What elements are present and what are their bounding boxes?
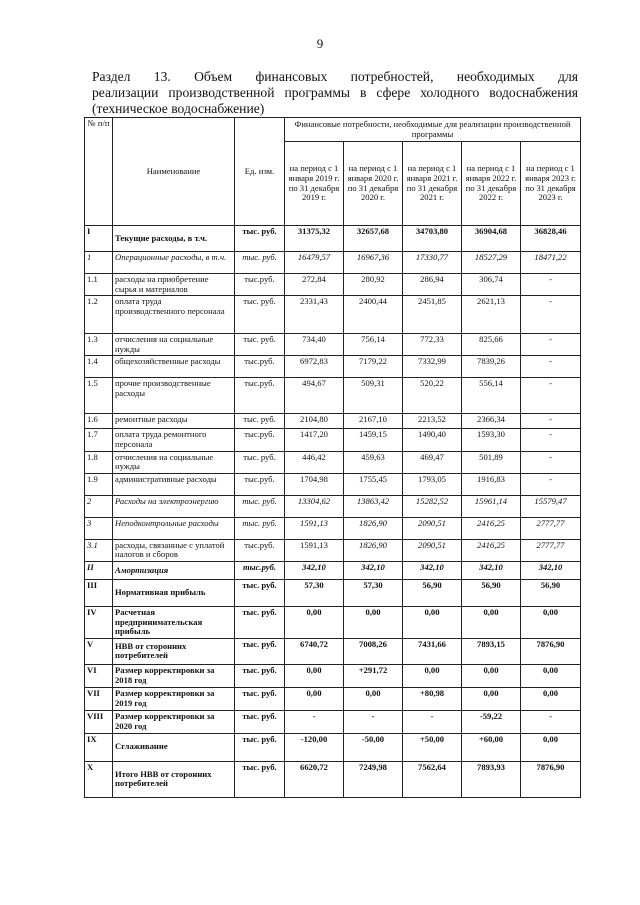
row-unit: тыс. руб. <box>235 414 285 429</box>
row-value: 1704,98 <box>285 473 344 495</box>
row-value: 17330,77 <box>403 252 462 274</box>
row-name: Размер корректировки за 2018 год <box>113 664 235 687</box>
row-value: 16967,36 <box>344 252 403 274</box>
row-number: V <box>85 638 113 664</box>
row-value: 7839,26 <box>462 356 521 378</box>
row-value: 1793,05 <box>403 473 462 495</box>
row-unit: тыс. руб. <box>235 579 285 606</box>
row-value: 32657,68 <box>344 226 403 252</box>
row-value: 6620,72 <box>285 761 344 797</box>
row-value: 0,00 <box>403 606 462 638</box>
row-value: 342,10 <box>344 561 403 579</box>
row-number: 1.1 <box>85 274 113 296</box>
row-unit: тыс. руб. <box>235 710 285 733</box>
table-row <box>85 274 581 296</box>
table-row <box>85 638 581 664</box>
table-row <box>85 296 581 334</box>
row-unit: тыс. руб. <box>235 252 285 274</box>
row-value: -120,00 <box>285 733 344 761</box>
row-value: 1755,45 <box>344 473 403 495</box>
row-value: 57,30 <box>344 579 403 606</box>
row-unit: тыс. руб. <box>235 451 285 473</box>
table-row <box>85 356 581 378</box>
row-unit: тыс.руб. <box>235 274 285 296</box>
row-value: 7008,26 <box>344 638 403 664</box>
row-value: 1826,90 <box>344 539 403 561</box>
row-name: оплата труда ремонтного персонала <box>113 429 235 451</box>
row-name: Амортизация <box>113 561 235 579</box>
row-value: - <box>285 710 344 733</box>
row-name: прочие производственные расходы <box>113 378 235 414</box>
header-period-2022: на период с 1 января 2022 г. по 31 декабря 2022 г. <box>462 142 521 226</box>
row-value: 469,47 <box>403 451 462 473</box>
row-number: IV <box>85 606 113 638</box>
row-value: 1490,40 <box>403 429 462 451</box>
table-row <box>85 429 581 451</box>
row-number: 1 <box>85 252 113 274</box>
row-value: 57,30 <box>285 579 344 606</box>
row-value: 0,00 <box>344 687 403 710</box>
row-value: 494,67 <box>285 378 344 414</box>
header-period-2020: на период с 1 января 2020 г. по 31 декабря 2020 г. <box>344 142 403 226</box>
row-value: - <box>521 451 581 473</box>
row-name: Расходы на электроэнергию <box>113 495 235 517</box>
row-name: Операционные расходы, в т.ч. <box>113 252 235 274</box>
row-value: 1459,15 <box>344 429 403 451</box>
row-name: отчисления на социальные нужды <box>113 451 235 473</box>
row-number: 1.3 <box>85 334 113 356</box>
row-number: I <box>85 226 113 252</box>
section-heading <box>92 69 578 117</box>
row-number: VII <box>85 687 113 710</box>
row-value: 0,00 <box>285 606 344 638</box>
row-value: +291,72 <box>344 664 403 687</box>
row-number: 1.2 <box>85 296 113 334</box>
row-name: Расчетная предпринимательская прибыль <box>113 606 235 638</box>
row-number: II <box>85 561 113 579</box>
table-row <box>85 226 581 252</box>
row-value: 342,10 <box>403 561 462 579</box>
page-number: 9 <box>316 36 324 51</box>
row-name: Размер корректировки за 2020 год <box>113 710 235 733</box>
row-value: 2090,51 <box>403 517 462 539</box>
row-value: 6740,72 <box>285 638 344 664</box>
table-row <box>85 539 581 561</box>
header-number: № п/п <box>85 118 113 226</box>
row-number: 1.9 <box>85 473 113 495</box>
row-value: - <box>521 334 581 356</box>
row-unit: тыс.руб. <box>235 539 285 561</box>
row-value: - <box>521 429 581 451</box>
table-row <box>85 517 581 539</box>
row-value: 556,14 <box>462 378 521 414</box>
table-row <box>85 664 581 687</box>
row-value: 2213,52 <box>403 414 462 429</box>
row-name: расходы, связанные с уплатой налогов и сборов <box>113 539 235 561</box>
table-row <box>85 561 581 579</box>
header-period-2021: на период с 1 января 2021 г. по 31 декабря 2021 г. <box>403 142 462 226</box>
row-value: - <box>521 710 581 733</box>
row-value: 16479,57 <box>285 252 344 274</box>
row-value: 34703,80 <box>403 226 462 252</box>
table-row <box>85 761 581 797</box>
row-value: 1417,20 <box>285 429 344 451</box>
financial-needs-table <box>84 117 581 798</box>
row-name: НВВ от сторонних потребителей <box>113 638 235 664</box>
row-value: 2777,77 <box>521 539 581 561</box>
row-value: 36828,46 <box>521 226 581 252</box>
row-value: 272,84 <box>285 274 344 296</box>
table-row <box>85 495 581 517</box>
row-unit: тыс. руб. <box>235 606 285 638</box>
row-value: - <box>403 710 462 733</box>
row-value: 342,10 <box>285 561 344 579</box>
row-value: 2451,85 <box>403 296 462 334</box>
row-value: +60,00 <box>462 733 521 761</box>
row-value: - <box>344 710 403 733</box>
row-value: 1826,90 <box>344 517 403 539</box>
row-value: 0,00 <box>521 687 581 710</box>
row-unit: тыс.руб. <box>235 356 285 378</box>
row-value: 825,66 <box>462 334 521 356</box>
row-value: 7876,90 <box>521 638 581 664</box>
row-unit: тыс. руб. <box>235 517 285 539</box>
table-row <box>85 414 581 429</box>
row-value: 7431,66 <box>403 638 462 664</box>
row-name: административные расходы <box>113 473 235 495</box>
row-value: 2331,43 <box>285 296 344 334</box>
row-name: оплата труда производственного персонала <box>113 296 235 334</box>
row-value: 342,10 <box>462 561 521 579</box>
row-name: Размер корректировки за 2019 год <box>113 687 235 710</box>
row-value: 7876,90 <box>521 761 581 797</box>
row-name: Сглаживание <box>113 733 235 761</box>
row-value: - <box>521 296 581 334</box>
row-unit: тыс. руб. <box>235 733 285 761</box>
row-value: 2416,25 <box>462 517 521 539</box>
row-number: VIII <box>85 710 113 733</box>
row-value: 1593,30 <box>462 429 521 451</box>
table-row <box>85 473 581 495</box>
row-number: 2 <box>85 495 113 517</box>
row-value: 0,00 <box>521 606 581 638</box>
row-value: 0,00 <box>521 664 581 687</box>
row-value: 7562,64 <box>403 761 462 797</box>
row-value: 15579,47 <box>521 495 581 517</box>
row-value: 7893,15 <box>462 638 521 664</box>
row-value: 36904,68 <box>462 226 521 252</box>
row-number: VI <box>85 664 113 687</box>
row-value: - <box>521 414 581 429</box>
row-value: 446,42 <box>285 451 344 473</box>
row-value: 15961,14 <box>462 495 521 517</box>
row-unit: тыс. руб. <box>235 334 285 356</box>
row-value: 7332,99 <box>403 356 462 378</box>
row-unit: тыс.руб. <box>235 561 285 579</box>
row-name: ремонтные расходы <box>113 414 235 429</box>
header-unit: Ед. изм. <box>235 118 285 226</box>
row-value: 2416,25 <box>462 539 521 561</box>
row-value: -50,00 <box>344 733 403 761</box>
row-value: - <box>521 356 581 378</box>
row-value: 459,63 <box>344 451 403 473</box>
row-number: 1.7 <box>85 429 113 451</box>
row-value: 18471,22 <box>521 252 581 274</box>
row-value: - <box>521 473 581 495</box>
row-unit: тыс. руб. <box>235 761 285 797</box>
row-value: 56,90 <box>462 579 521 606</box>
row-value: 0,00 <box>344 606 403 638</box>
row-unit: тыс.руб. <box>235 378 285 414</box>
row-number: IX <box>85 733 113 761</box>
heading-line-1: Раздел 13. Объем финансовых потребностей, необходимых для <box>92 69 578 84</box>
row-value: 280,92 <box>344 274 403 296</box>
row-value: 0,00 <box>462 606 521 638</box>
row-number: 1.6 <box>85 414 113 429</box>
row-value: 0,00 <box>285 664 344 687</box>
row-value: 7249,98 <box>344 761 403 797</box>
row-value: 342,10 <box>521 561 581 579</box>
row-number: III <box>85 579 113 606</box>
row-number: 1.4 <box>85 356 113 378</box>
row-unit: тыс. руб. <box>235 687 285 710</box>
row-value: 31375,32 <box>285 226 344 252</box>
row-number: X <box>85 761 113 797</box>
table-row <box>85 710 581 733</box>
table-row <box>85 606 581 638</box>
row-unit: тыс. руб. <box>235 664 285 687</box>
row-value: 520,22 <box>403 378 462 414</box>
table-row <box>85 733 581 761</box>
row-value: 0,00 <box>462 687 521 710</box>
row-value: 13304,62 <box>285 495 344 517</box>
table-row <box>85 687 581 710</box>
row-value: 0,00 <box>285 687 344 710</box>
row-value: 509,31 <box>344 378 403 414</box>
row-value: 0,00 <box>462 664 521 687</box>
row-number: 1.8 <box>85 451 113 473</box>
row-value: 56,90 <box>521 579 581 606</box>
row-value: 2167,10 <box>344 414 403 429</box>
row-value: - <box>521 274 581 296</box>
row-unit: тыс. руб. <box>235 495 285 517</box>
header-period-2023: на период с 1 января 2023 г. по 31 декабря 2023 г. <box>521 142 581 226</box>
heading-line-2: реализации производственной программы в сфере холодного водоснабжения <box>92 85 578 100</box>
table-row <box>85 451 581 473</box>
row-name: Неподконтрольные расходы <box>113 517 235 539</box>
row-unit: тыс.руб. <box>235 429 285 451</box>
table-row <box>85 579 581 606</box>
row-value: 1916,83 <box>462 473 521 495</box>
row-value: 756,14 <box>344 334 403 356</box>
row-value: 0,00 <box>521 733 581 761</box>
row-name: Итого НВВ от сторонних потребителей <box>113 761 235 797</box>
row-value: 18527,29 <box>462 252 521 274</box>
row-value: 2621,13 <box>462 296 521 334</box>
table-row <box>85 334 581 356</box>
row-value: 2366,34 <box>462 414 521 429</box>
row-unit: тыс. руб. <box>235 226 285 252</box>
row-name: расходы на приобретение сырья и материалов <box>113 274 235 296</box>
row-value: 306,74 <box>462 274 521 296</box>
row-value: 1591,13 <box>285 539 344 561</box>
row-value: 1591,13 <box>285 517 344 539</box>
header-name: Наименование <box>113 118 235 226</box>
row-number: 3 <box>85 517 113 539</box>
row-number: 3.1 <box>85 539 113 561</box>
table-row <box>85 378 581 414</box>
row-name: Текущие расходы, в т.ч. <box>113 226 235 252</box>
row-value: 2400,44 <box>344 296 403 334</box>
row-value: -59,22 <box>462 710 521 733</box>
header-period-2019: на период с 1 января 2019 г. по 31 декабря 2019 г. <box>285 142 344 226</box>
row-number: 1.5 <box>85 378 113 414</box>
row-value: +80,98 <box>403 687 462 710</box>
row-unit: тыс. руб. <box>235 638 285 664</box>
row-name: отчисления на социальные нужды <box>113 334 235 356</box>
header-financial-needs: Финансовые потребности, необходимые для реализации производственной программы <box>285 118 581 142</box>
row-value: 15282,52 <box>403 495 462 517</box>
row-value: 2090,51 <box>403 539 462 561</box>
row-value: 7893,93 <box>462 761 521 797</box>
row-value: 7179,22 <box>344 356 403 378</box>
row-value: 501,89 <box>462 451 521 473</box>
row-name: общехозяйственные расходы <box>113 356 235 378</box>
row-value: - <box>521 378 581 414</box>
row-value: +50,00 <box>403 733 462 761</box>
row-value: 734,40 <box>285 334 344 356</box>
row-value: 56,90 <box>403 579 462 606</box>
row-value: 286,94 <box>403 274 462 296</box>
row-unit: тыс. руб. <box>235 296 285 334</box>
row-value: 772,33 <box>403 334 462 356</box>
row-name: Нормативная прибыль <box>113 579 235 606</box>
row-unit: тыс.руб. <box>235 473 285 495</box>
row-value: 6972,83 <box>285 356 344 378</box>
row-value: 13863,42 <box>344 495 403 517</box>
row-value: 2104,80 <box>285 414 344 429</box>
row-value: 0,00 <box>403 664 462 687</box>
row-value: 2777,77 <box>521 517 581 539</box>
table-row <box>85 252 581 274</box>
heading-line-3: (техническое водоснабжение) <box>92 101 265 116</box>
